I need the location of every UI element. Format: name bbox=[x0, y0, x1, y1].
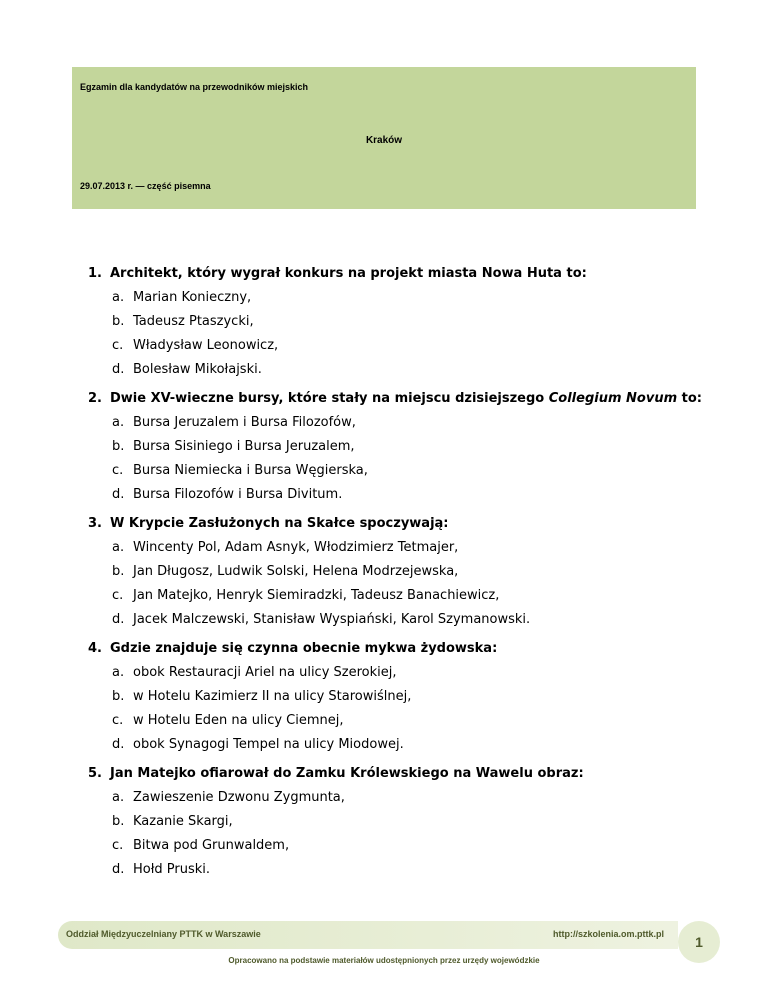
answer-option bbox=[88, 834, 728, 858]
answer-option bbox=[88, 435, 728, 459]
answer-option bbox=[88, 334, 728, 358]
answer-letter: d. bbox=[112, 487, 125, 502]
exam-city: Kraków bbox=[365, 135, 403, 146]
answer-text: Hołd Pruski. bbox=[133, 862, 211, 877]
answer-letter: b. bbox=[112, 564, 125, 579]
answer-letter: c. bbox=[112, 463, 124, 478]
answer-letter: d. bbox=[112, 362, 125, 377]
question-number: 5. bbox=[88, 766, 102, 781]
answer-letter: c. bbox=[112, 713, 124, 728]
answer-option bbox=[88, 786, 728, 810]
answer-text: obok Synagogi Tempel na ulicy Miodowej. bbox=[133, 737, 404, 752]
answer-text: Wincenty Pol, Adam Asnyk, Włodzimierz Tetmajer, bbox=[133, 540, 459, 555]
question-5 bbox=[88, 762, 728, 882]
answer-option bbox=[88, 536, 728, 560]
answer-option bbox=[88, 483, 728, 507]
question-title bbox=[88, 762, 728, 786]
question-title bbox=[88, 262, 728, 286]
footer-organization: Oddział Międzyuczelniany PTTK w Warszawie bbox=[66, 929, 261, 939]
exam-header bbox=[72, 67, 696, 209]
question-1 bbox=[88, 262, 728, 382]
question-text: Dwie XV-wieczne bursy, które stały na miejscu dzisiejszego bbox=[110, 391, 549, 406]
question-4 bbox=[88, 637, 728, 757]
exam-date: 29.07.2013 r. — część pisemna bbox=[80, 181, 211, 191]
footer-url-link[interactable]: http://szkolenia.om.pttk.pl bbox=[552, 929, 664, 939]
answer-option bbox=[88, 661, 728, 685]
question-number: 3. bbox=[88, 516, 102, 531]
answer-option bbox=[88, 810, 728, 834]
question-number: 2. bbox=[88, 391, 102, 406]
answer-letter: b. bbox=[112, 689, 125, 704]
answer-text: w Hotelu Eden na ulicy Ciemnej, bbox=[133, 713, 344, 728]
question-title bbox=[88, 637, 728, 661]
answer-option bbox=[88, 685, 728, 709]
answer-text: Zawieszenie Dzwonu Zygmunta, bbox=[133, 790, 345, 805]
answer-letter: a. bbox=[112, 790, 125, 805]
answer-option bbox=[88, 286, 728, 310]
answer-option bbox=[88, 560, 728, 584]
answer-text: Jacek Malczewski, Stanisław Wyspiański, Karol Szymanowski. bbox=[133, 612, 531, 627]
answer-text: Władysław Leonowicz, bbox=[133, 338, 279, 353]
question-text: Jan Matejko ofiarował do Zamku Królewskiego na Wawelu obraz: bbox=[110, 766, 584, 781]
answer-option bbox=[88, 858, 728, 882]
answer-text: Bursa Filozofów i Bursa Divitum. bbox=[133, 487, 343, 502]
exam-title: Egzamin dla kandydatów na przewodników miejskich bbox=[80, 82, 309, 92]
answer-letter: a. bbox=[112, 540, 125, 555]
answer-option bbox=[88, 709, 728, 733]
answer-option bbox=[88, 584, 728, 608]
answer-option bbox=[88, 733, 728, 757]
answer-text: Bursa Jeruzalem i Bursa Filozofów, bbox=[133, 415, 356, 430]
answer-text: w Hotelu Kazimierz II na ulicy Starowiślnej, bbox=[133, 689, 412, 704]
answer-letter: c. bbox=[112, 338, 124, 353]
answer-text: obok Restauracji Ariel na ulicy Szerokiej, bbox=[133, 665, 397, 680]
answer-letter: a. bbox=[112, 290, 125, 305]
page-number: 1 bbox=[678, 921, 720, 963]
answer-letter: c. bbox=[112, 838, 124, 853]
answer-letter: a. bbox=[112, 415, 125, 430]
answer-option bbox=[88, 459, 728, 483]
answer-letter: a. bbox=[112, 665, 125, 680]
answer-text: Bolesław Mikołajski. bbox=[133, 362, 262, 377]
answer-option bbox=[88, 608, 728, 632]
question-title bbox=[88, 387, 728, 411]
answer-text: Tadeusz Ptaszycki, bbox=[133, 314, 254, 329]
answer-letter: d. bbox=[112, 862, 125, 877]
question-3 bbox=[88, 512, 728, 632]
answer-option bbox=[88, 411, 728, 435]
question-number: 1. bbox=[88, 266, 102, 281]
answer-letter: c. bbox=[112, 588, 124, 603]
answer-text: Bitwa pod Grunwaldem, bbox=[133, 838, 290, 853]
question-2 bbox=[88, 387, 728, 507]
answer-letter: b. bbox=[112, 814, 125, 829]
answer-letter: d. bbox=[112, 612, 125, 627]
footer-bar bbox=[58, 921, 678, 949]
question-text: Gdzie znajduje się czynna obecnie mykwa żydowska: bbox=[110, 641, 498, 656]
answer-option bbox=[88, 358, 728, 382]
answer-text: Jan Długosz, Ludwik Solski, Helena Modrzejewska, bbox=[133, 564, 459, 579]
question-text-end: to: bbox=[677, 391, 702, 406]
answer-text: Kazanie Skargi, bbox=[133, 814, 233, 829]
question-list bbox=[88, 262, 728, 887]
answer-text: Bursa Sisiniego i Bursa Jeruzalem, bbox=[133, 439, 355, 454]
answer-text: Marian Konieczny, bbox=[133, 290, 252, 305]
answer-text: Jan Matejko, Henryk Siemiradzki, Tadeusz Banachiewicz, bbox=[133, 588, 500, 603]
question-text-italic: Collegium Novum bbox=[548, 391, 678, 406]
question-text: Architekt, który wygrał konkurs na projekt miasta Nowa Huta to: bbox=[110, 266, 587, 281]
question-title bbox=[88, 512, 728, 536]
answer-letter: b. bbox=[112, 314, 125, 329]
question-text: W Krypcie Zasłużonych na Skałce spoczywają: bbox=[110, 516, 449, 531]
answer-text: Bursa Niemiecka i Bursa Węgierska, bbox=[133, 463, 368, 478]
answer-letter: d. bbox=[112, 737, 125, 752]
question-number: 4. bbox=[88, 641, 102, 656]
answer-letter: b. bbox=[112, 439, 125, 454]
answer-option bbox=[88, 310, 728, 334]
footer-note: Opracowano na podstawie materiałów udostępnionych przez urzędy wojewódzkie bbox=[228, 956, 540, 965]
